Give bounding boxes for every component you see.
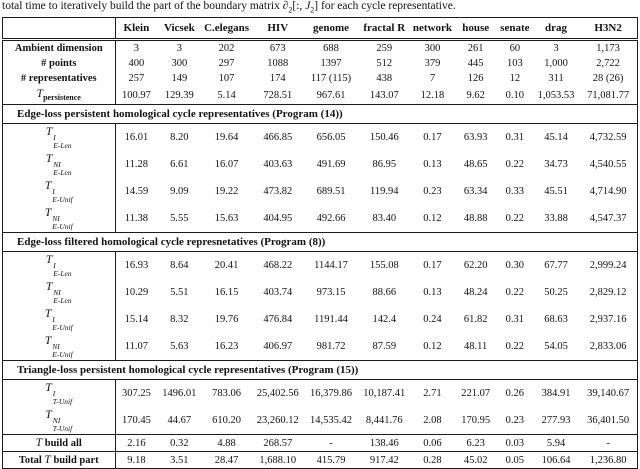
table-cell: 138.46 xyxy=(358,435,410,452)
table-cell: 403.74 xyxy=(263,287,293,299)
row-label-base: T xyxy=(44,207,52,220)
table-cell: 403.63 xyxy=(263,159,293,171)
partial-subscript: 2 xyxy=(288,5,293,15)
table-cell: 981.72 xyxy=(316,341,346,353)
table-cell: 143.07 xyxy=(369,89,399,101)
table-row xyxy=(3,56,638,71)
row-label-prefix: Total xyxy=(18,455,45,467)
table-cell: 384.91 xyxy=(541,388,571,400)
row-label xyxy=(3,252,116,280)
table-cell: 4,714.90 xyxy=(589,186,627,198)
table-cell: 9.18 xyxy=(115,452,157,469)
table-cell: 28 (26) xyxy=(592,73,624,85)
table-cell: 468.22 xyxy=(263,260,293,272)
table-cell: 71,081.77 xyxy=(587,89,630,101)
table-cell: 0.22 xyxy=(505,341,525,353)
table-cell: 8.32 xyxy=(170,314,189,326)
table-cell: 170.95 xyxy=(461,415,491,427)
row-label-superscript: NI xyxy=(52,214,60,224)
row-label-superscript: I xyxy=(52,187,55,197)
table-cell: 7 xyxy=(429,73,436,85)
table-cell: 2,833.06 xyxy=(589,341,627,353)
table-cell: 107 xyxy=(218,73,235,85)
script-j-symbol: J xyxy=(305,0,311,12)
row-label xyxy=(3,452,116,469)
table-row xyxy=(3,380,638,408)
table-cell: 36,401.50 xyxy=(587,415,630,427)
table-cell: 0.30 xyxy=(505,260,525,272)
column-header: fractal R xyxy=(358,18,410,40)
table-cell: 19.22 xyxy=(214,186,239,198)
table-cell: 5.51 xyxy=(170,287,189,299)
table-cell: 257 xyxy=(128,73,145,85)
table-cell: 15.63 xyxy=(214,213,239,225)
table-cell: 0.26 xyxy=(505,388,525,400)
row-label-subscript: E-Len xyxy=(53,167,72,177)
column-header: network xyxy=(410,18,454,40)
corner-cell xyxy=(3,18,116,40)
table-cell: 4,732.59 xyxy=(589,132,627,144)
row-label xyxy=(3,306,116,333)
table-cell: 20.41 xyxy=(214,260,239,272)
row-label-superscript: NI xyxy=(52,342,60,352)
table-cell: 61.82 xyxy=(463,314,488,326)
table-cell: 60 xyxy=(509,43,521,55)
table-cell: 83.40 xyxy=(372,213,397,225)
table-cell: 23,260.12 xyxy=(256,415,299,427)
table-cell: 9.62 xyxy=(466,89,485,101)
caption-bracket-close: ] xyxy=(314,0,319,12)
table-cell: 0.17 xyxy=(423,260,442,272)
table-cell: 0.17 xyxy=(423,132,442,144)
table-row xyxy=(3,205,638,233)
table-cell: 25,402.56 xyxy=(256,388,299,400)
table-cell: - xyxy=(579,435,637,452)
row-label xyxy=(3,333,116,361)
column-header: HIV xyxy=(252,18,304,40)
section-header-row xyxy=(3,105,638,124)
table-cell: 10,187.41 xyxy=(363,388,406,400)
table-cell: 491.69 xyxy=(316,159,346,171)
table-cell: 311 xyxy=(548,73,564,85)
row-label-subscript: E-Unif xyxy=(52,194,73,204)
table-cell: 1191.44 xyxy=(314,314,348,326)
table-cell: 5.94 xyxy=(533,435,579,452)
row-label-superscript: NI xyxy=(53,288,61,298)
table-cell: 12 xyxy=(509,73,521,85)
row-label xyxy=(3,71,116,86)
table-row xyxy=(3,333,638,361)
row-label-text: Ambient dimension xyxy=(14,43,103,55)
row-label-suffix: build all xyxy=(42,438,82,450)
table-cell: 967.61 xyxy=(316,89,346,101)
row-label xyxy=(3,178,116,205)
table-cell: 202 xyxy=(218,43,235,55)
table-cell: 0.31 xyxy=(505,314,525,326)
row-label-superscript: NI xyxy=(52,416,61,426)
column-header: Vicsek xyxy=(157,18,201,40)
table-cell: 15.14 xyxy=(124,314,149,326)
row-label xyxy=(3,124,116,152)
row-label xyxy=(3,40,116,57)
row-label-subscript: E-Len xyxy=(53,295,72,305)
row-label-base: T xyxy=(45,254,53,267)
table-cell: 48.88 xyxy=(463,213,488,225)
row-label-base: T xyxy=(45,409,52,422)
table-cell: 4,547.37 xyxy=(589,213,627,225)
row-label-base: T xyxy=(45,281,53,294)
table-cell: 103 xyxy=(506,58,523,70)
row-label-base: T xyxy=(44,308,52,321)
table-cell: 0.22 xyxy=(505,159,525,171)
table-cell: 1,688.10 xyxy=(252,452,304,469)
table-cell: 62.20 xyxy=(463,260,488,272)
table-cell: 917.42 xyxy=(358,452,410,469)
table-cell: 259 xyxy=(376,43,393,55)
table-cell: 150.46 xyxy=(369,132,399,144)
table-cell: 48.11 xyxy=(464,341,488,353)
table-cell: 0.06 xyxy=(410,435,454,452)
table-cell: 170.45 xyxy=(121,415,151,427)
table-cell: 2.16 xyxy=(115,435,157,452)
table-cell: 0.22 xyxy=(505,287,525,299)
table-cell: 8.20 xyxy=(170,132,189,144)
table-cell: 16.15 xyxy=(214,287,239,299)
table-cell: 307.25 xyxy=(121,388,151,400)
table-cell: 63.93 xyxy=(463,132,488,144)
row-label-supsub xyxy=(53,289,71,304)
row-label-text: # representatives xyxy=(20,73,97,85)
table-cell: 0.12 xyxy=(423,341,442,353)
table-cell: 656.05 xyxy=(316,132,346,144)
table-cell: 106.64 xyxy=(533,452,579,469)
table-cell: 44.67 xyxy=(167,415,192,427)
row-label-base: T xyxy=(44,180,52,193)
table-cell: 6.23 xyxy=(455,435,497,452)
table-cell: 45.02 xyxy=(455,452,497,469)
table-cell: 2,829.12 xyxy=(589,287,627,299)
table-cell: 0.31 xyxy=(505,132,525,144)
row-label-base: T xyxy=(44,454,51,467)
row-label xyxy=(3,151,116,178)
table-cell: 445 xyxy=(467,58,484,70)
table-cell: 512 xyxy=(376,58,393,70)
row-label xyxy=(3,205,116,233)
caption xyxy=(0,0,640,16)
row-label-base: T xyxy=(45,153,53,166)
row-label-subscript: E-Unif xyxy=(52,221,73,231)
table-cell: 0.32 xyxy=(157,435,201,452)
table-cell: 16.23 xyxy=(214,341,239,353)
caption-text-post: for each cycle representative. xyxy=(318,0,456,12)
table-cell: 415.79 xyxy=(304,452,358,469)
table-cell: 2,722 xyxy=(596,58,620,70)
table-cell: 688 xyxy=(323,43,339,55)
table-cell: 16.93 xyxy=(124,260,149,272)
table-row xyxy=(3,435,638,452)
row-label-supsub xyxy=(52,343,72,358)
row-label-supsub xyxy=(53,417,72,432)
table-cell: 11.07 xyxy=(124,341,148,353)
row-label xyxy=(3,56,116,71)
table-cell: 973.15 xyxy=(316,287,346,299)
row-label-base: T xyxy=(44,335,52,348)
table-cell: 0.03 xyxy=(497,435,533,452)
table-row xyxy=(3,86,638,105)
table-row xyxy=(3,151,638,178)
caption-text-pre: total time to iteratively build the part of the boundary matrix xyxy=(2,0,283,12)
table-cell: 300 xyxy=(424,43,441,55)
table-cell: 0.23 xyxy=(505,415,525,427)
table-cell: 379 xyxy=(424,58,441,70)
table-body xyxy=(3,40,638,469)
table-cell: 0.12 xyxy=(423,213,442,225)
table-header xyxy=(3,18,638,40)
table-cell: 476.84 xyxy=(263,314,293,326)
table-cell: 1,173 xyxy=(596,43,620,55)
column-header: drag xyxy=(533,18,579,40)
table-cell: 268.57 xyxy=(252,435,304,452)
table-cell: 6.61 xyxy=(170,159,189,171)
table-cell: 0.24 xyxy=(423,314,442,326)
row-label-subscript: E-Unif xyxy=(52,322,73,332)
table-cell: 16,379.86 xyxy=(310,388,353,400)
table-row xyxy=(3,252,638,280)
row-label-superscript: I xyxy=(53,261,56,271)
table-cell: 119.94 xyxy=(370,186,399,198)
table-cell: 19.76 xyxy=(214,314,239,326)
table-cell: 0.05 xyxy=(497,452,533,469)
table-cell: 16.01 xyxy=(124,132,149,144)
table-cell: 2.08 xyxy=(423,415,442,427)
table-cell: 100.97 xyxy=(121,89,151,101)
partial-derivative-symbol: ∂ xyxy=(282,0,289,12)
table-cell: 28.47 xyxy=(201,452,251,469)
table-cell: 3 xyxy=(133,43,139,55)
table-cell: 689.51 xyxy=(316,186,346,198)
table-cell: 155.08 xyxy=(369,260,399,272)
table-cell: 19.64 xyxy=(214,132,239,144)
table-row xyxy=(3,124,638,152)
table-cell: 728.51 xyxy=(263,89,293,101)
row-label-superscript: I xyxy=(53,133,56,143)
row-label-subscript: T-Unif xyxy=(52,423,73,433)
row-label-base: T xyxy=(36,88,44,101)
table-cell: 1,000 xyxy=(544,58,568,70)
section-title: Edge-loss persistent homological cycle representatives (Program (14)) xyxy=(3,105,638,124)
row-label-superscript: I xyxy=(52,389,56,399)
table-cell: 10.29 xyxy=(124,287,149,299)
table-row xyxy=(3,306,638,333)
table-cell: 1,053.53 xyxy=(537,89,575,101)
table-cell: 48.24 xyxy=(463,287,488,299)
table-cell: 54.05 xyxy=(544,341,568,353)
row-label xyxy=(3,407,116,435)
table-cell: 277.93 xyxy=(541,415,571,427)
table-cell: 11.38 xyxy=(124,213,148,225)
row-label-supsub xyxy=(52,316,72,331)
section-header-row xyxy=(3,233,638,252)
table-cell: 129.39 xyxy=(164,89,194,101)
column-header: Klein xyxy=(115,18,157,40)
row-label-supsub xyxy=(53,161,71,176)
table-cell: 1496.01 xyxy=(162,388,197,400)
table-cell: - xyxy=(304,435,358,452)
table-cell: 3 xyxy=(176,43,182,55)
row-label-subscript: T-Unif xyxy=(52,396,73,406)
table-cell: 300 xyxy=(171,58,188,70)
table-cell: 1397 xyxy=(320,58,342,70)
table-cell: 438 xyxy=(376,73,393,85)
table-cell: 87.59 xyxy=(372,341,397,353)
section-title: Edge-loss filtered homological cycle represnetatives (Program (8)) xyxy=(3,233,638,252)
table-cell: 610.20 xyxy=(212,415,241,427)
table-cell: 0.33 xyxy=(505,186,525,198)
row-label-supsub xyxy=(52,215,72,230)
caption-bracket-open: [:, xyxy=(292,0,306,12)
table-cell: 404.95 xyxy=(263,213,293,225)
table-cell: 16.07 xyxy=(214,159,239,171)
row-label-base: T xyxy=(45,126,53,139)
table-row xyxy=(3,178,638,205)
row-label-subscript: E-Len xyxy=(53,268,72,278)
column-header: house xyxy=(455,18,497,40)
table-row xyxy=(3,71,638,86)
table-cell: 400 xyxy=(128,58,145,70)
table-row xyxy=(3,407,638,435)
row-label-subscript: E-Len xyxy=(53,140,72,150)
table-cell: 86.95 xyxy=(372,159,397,171)
table-cell: 149 xyxy=(171,73,188,85)
row-label xyxy=(3,435,116,452)
table-cell: 0.13 xyxy=(423,287,442,299)
table-cell: 45.51 xyxy=(544,186,568,198)
row-label xyxy=(3,86,116,105)
table-cell: 466.85 xyxy=(263,132,293,144)
table-cell: 5.55 xyxy=(170,213,189,225)
table-cell: 88.66 xyxy=(372,287,397,299)
table-cell: 34.73 xyxy=(544,159,568,171)
table-cell: 9.09 xyxy=(170,186,189,198)
table-cell: 126 xyxy=(467,73,484,85)
row-label-supsub xyxy=(53,390,72,405)
table-cell: 1144.17 xyxy=(314,260,348,272)
table-cell: 0.23 xyxy=(423,186,442,198)
table-cell: 68.63 xyxy=(544,314,568,326)
table-cell: 33.88 xyxy=(544,213,568,225)
table-cell: 50.25 xyxy=(544,287,568,299)
table-cell: 8.64 xyxy=(170,260,189,272)
table-cell: 4,540.55 xyxy=(589,159,627,171)
row-label-superscript: I xyxy=(52,315,55,325)
column-header-row xyxy=(3,18,638,40)
table-cell: 2,999.24 xyxy=(589,260,627,272)
table-cell: 39,140.67 xyxy=(587,388,630,400)
table-cell: 3 xyxy=(553,43,559,55)
table-row xyxy=(3,279,638,306)
table-cell: 8,441.76 xyxy=(365,415,403,427)
row-label-text: # points xyxy=(41,58,77,70)
table-cell: 67.77 xyxy=(544,260,568,272)
column-header: H3N2 xyxy=(579,18,637,40)
table-cell: 45.14 xyxy=(544,132,568,144)
table-cell: 0.28 xyxy=(410,452,454,469)
row-label-supsub xyxy=(53,134,71,149)
table-cell: 48.65 xyxy=(463,159,488,171)
table-cell: 673 xyxy=(269,43,286,55)
table-cell: 1088 xyxy=(267,58,289,70)
table-cell: 473.82 xyxy=(263,186,293,198)
table-cell: 14,535.42 xyxy=(310,415,353,427)
table-cell: 0.22 xyxy=(505,213,525,225)
row-label xyxy=(3,380,116,408)
table-cell: 0.13 xyxy=(423,159,442,171)
table-cell: 1,236.80 xyxy=(579,452,637,469)
table-cell: 261 xyxy=(467,43,484,55)
section-title: Triangle-loss persistent homological cycle representatives (Program (15)) xyxy=(3,361,638,380)
table-cell: 783.06 xyxy=(212,388,241,400)
table-row xyxy=(3,452,638,469)
table-cell: 2.71 xyxy=(423,388,442,400)
table-row xyxy=(3,40,638,57)
row-label-suffix: build part xyxy=(50,455,99,467)
row-label-subscript: E-Unif xyxy=(52,349,73,359)
benchmark-table xyxy=(2,17,638,469)
table-cell: 406.97 xyxy=(263,341,293,353)
j-subscript: 2 xyxy=(310,5,315,15)
row-label-supsub xyxy=(52,188,72,203)
table-cell: 174 xyxy=(269,73,286,85)
table-cell: 2,937.16 xyxy=(589,314,627,326)
table-cell: 63.34 xyxy=(463,186,488,198)
row-label xyxy=(3,279,116,306)
table-cell: 12.18 xyxy=(420,89,445,101)
row-label-base: T xyxy=(35,437,43,450)
column-header: C.elegans xyxy=(201,18,251,40)
table-cell: 3.51 xyxy=(157,452,201,469)
table-cell: 142.4 xyxy=(372,314,397,326)
table-cell: 117 (115) xyxy=(310,73,352,85)
table-cell: 221.07 xyxy=(461,388,491,400)
table-cell: 492.66 xyxy=(316,213,346,225)
row-label-subscript: persistence xyxy=(43,93,81,103)
table-cell: 4.88 xyxy=(201,435,251,452)
table-cell: 5.63 xyxy=(170,341,189,353)
table-cell: 14.59 xyxy=(124,186,149,198)
row-label-base: T xyxy=(45,382,52,395)
column-header: genome xyxy=(304,18,358,40)
table-cell: 5.14 xyxy=(217,89,236,101)
table-cell: 11.28 xyxy=(124,159,148,171)
column-header: senate xyxy=(497,18,533,40)
section-header-row xyxy=(3,361,638,380)
table-cell: 297 xyxy=(218,58,235,70)
table-cell: 0.10 xyxy=(505,89,525,101)
row-label-supsub xyxy=(53,262,71,277)
row-label-superscript: NI xyxy=(53,160,61,170)
